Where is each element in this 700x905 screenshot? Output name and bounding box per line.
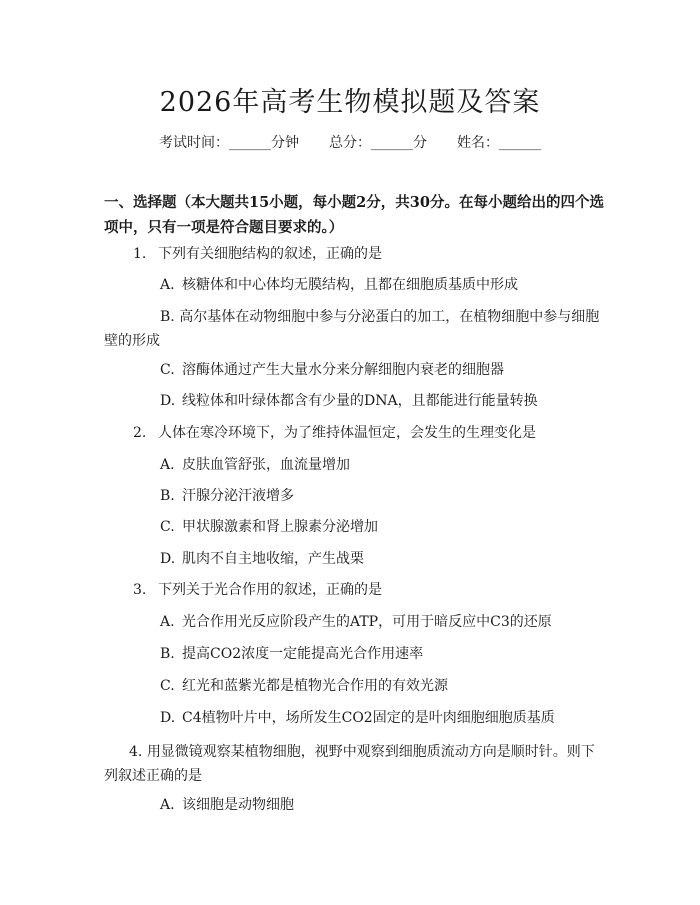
exam-time-field: 考试时间：______分钟 [159,135,299,151]
question-2 [133,421,603,445]
option-letter: D. [160,393,176,409]
option-text: 溶酶体通过产生大量水分来分解细胞内衰老的细胞器 [182,362,504,378]
option-text: 皮肤血管舒张，血流量增加 [182,457,350,473]
exam-meta [0,132,700,152]
question-2-option-b [160,484,605,508]
name-field: 姓名：______ [457,135,541,151]
option-letter: A. [160,277,175,293]
question-stem: 人体在寒冷环境下，为了维持体温恒定，会发生的生理变化是 [158,425,536,441]
question-1-option-a [160,273,605,297]
total-score-field: 总分：______分 [329,135,427,151]
option-text: 光合作用光反应阶段产生的ATP，可用于暗反应中C3的还原 [182,614,552,630]
option-text: 提高CO2浓度一定能提高光合作用速率 [182,646,424,662]
question-stem: 下列有关细胞结构的叙述，正确的是 [158,246,382,262]
question-2-option-c [160,515,605,539]
option-text: 线粒体和叶绿体都含有少量的DNA，且都能进行能量转换 [182,393,538,409]
question-3-option-b [160,642,605,666]
option-text: 红光和蓝紫光都是植物光合作用的有效光源 [182,678,448,694]
question-3-option-a [160,610,605,634]
question-1-option-d [160,389,605,413]
question-3 [133,578,603,602]
question-number: 2. [133,425,147,441]
question-number: 4. [129,744,143,760]
question-1 [133,242,603,266]
option-letter: C. [160,362,175,378]
option-letter: D. [160,710,176,726]
question-number: 1. [133,246,147,262]
option-letter: A. [160,457,175,473]
option-letter: A. [160,797,175,813]
question-number: 3. [133,582,147,598]
option-letter: B. [160,309,175,325]
question-2-option-a [160,453,605,477]
question-4-option-a [160,793,605,817]
option-text: 汗腺分泌汗液增多 [182,488,294,504]
question-stem: 下列关于光合作用的叙述，正确的是 [158,582,382,598]
option-text: C4植物叶片中，场所发生CO2固定的是叶肉细胞细胞质基质 [182,710,555,726]
option-letter: A. [160,614,175,630]
question-3-option-c [160,674,605,698]
option-text: 该细胞是动物细胞 [182,797,294,813]
option-letter: B. [160,488,175,504]
option-text: 核糖体和中心体均无膜结构，且都在细胞质基质中形成 [182,277,518,293]
option-text: 肌肉不自主地收缩，产生战栗 [182,551,364,567]
question-1-option-c [160,358,605,382]
question-1-option-b [104,305,604,353]
option-text: 甲状腺激素和肾上腺素分泌增加 [182,519,378,535]
option-letter: B. [160,646,175,662]
option-letter: C. [160,678,175,694]
question-2-option-d [160,547,605,571]
section-heading: 一、选择题（本大题共15小题，每小题2分，共30分。在每小题给出的四个选项中，只有一项是符合题目要求的。） [104,194,604,236]
question-3-option-d [160,706,605,730]
page-title: 2026年高考生物模拟题及答案 [159,87,541,118]
question-stem: 用显微镜观察某植物细胞，视野中观察到细胞质流动方向是顺时针。则下列叙述正确的是 [104,744,595,784]
option-text: 高尔基体在动物细胞中参与分泌蛋白的加工，在植物细胞中参与细胞壁的形成 [104,309,600,349]
question-4 [104,740,604,788]
option-letter: D. [160,551,176,567]
option-letter: C. [160,519,175,535]
